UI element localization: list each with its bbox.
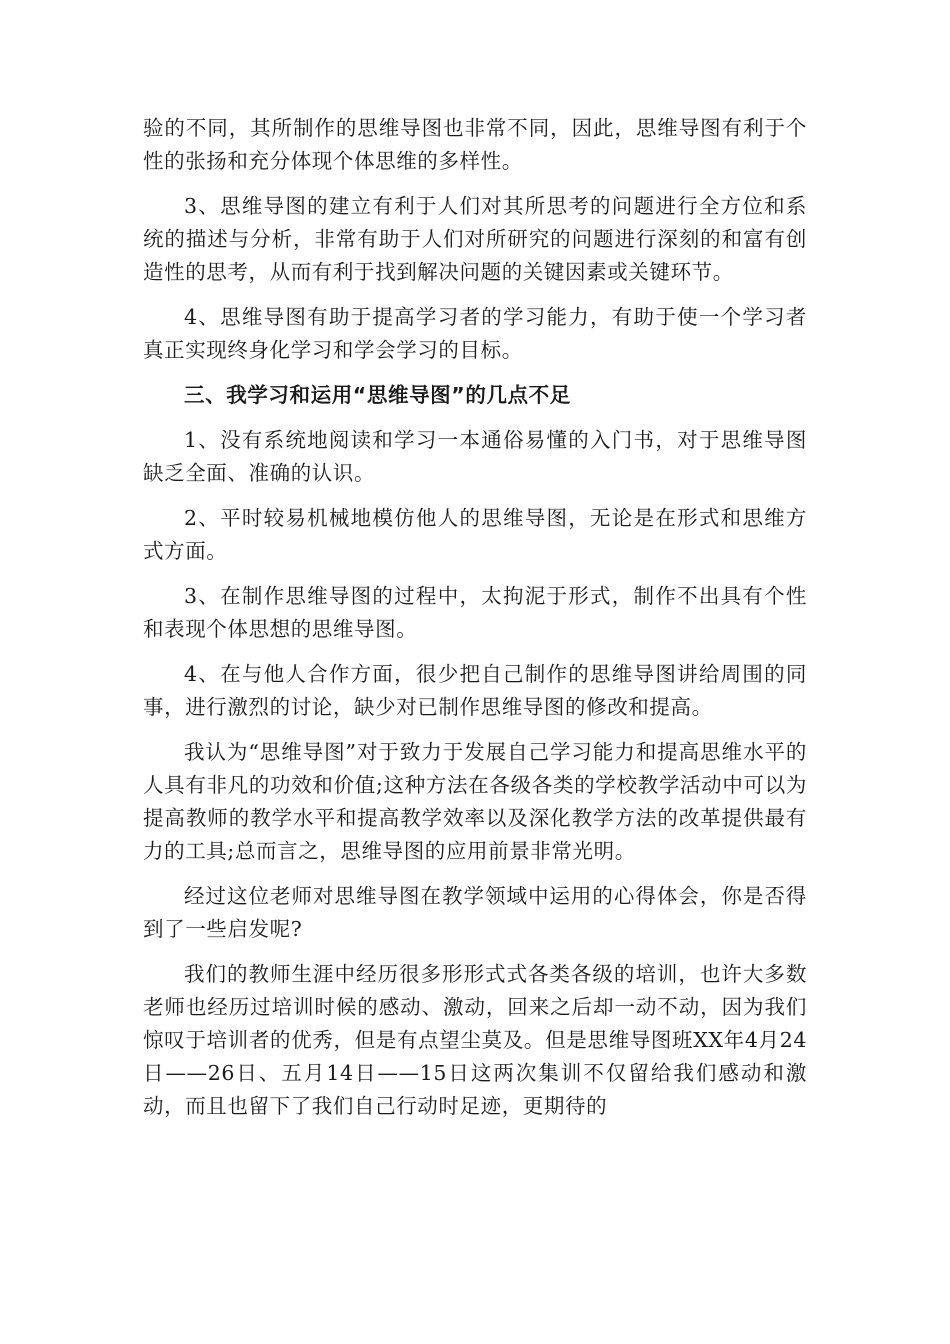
paragraph-training: 我们的教师生涯中经历很多形形式式各类各级的培训，也许大多数老师也经历过培训时候的感动、激动，回来之后却一动不动，因为我们惊叹于培训者的优秀，但是有点望尘莫及。但是思维导图班XX年4月24日——26日、五月14日——15日这两次集训不仅留给我们感动和激动，而且也留下了我们自己行动时足迹，更期待的 <box>143 962 807 1118</box>
document-page <box>143 112 807 1135</box>
paragraph-shortcoming-4: 4、在与他人合作方面，很少把自己制作的思维导图讲给周围的同事，进行激烈的讨论，缺少对已制作思维导图的修改和提高。 <box>143 662 807 719</box>
paragraph-shortcoming-3: 3、在制作思维导图的过程中，太拘泥于形式，制作不出具有个性和表现个体思想的思维导图。 <box>143 584 807 641</box>
paragraph-question: 经过这位老师对思维导图在教学领域中运用的心得体会，你是否得到了一些启发呢? <box>143 884 807 941</box>
paragraph-shortcoming-2: 2、平时较易机械地模仿他人的思维导图，无论是在形式和思维方式方面。 <box>143 506 807 563</box>
section-heading: 三、我学习和运用“思维导图”的几点不足 <box>184 383 571 407</box>
paragraph-point-4: 4、思维导图有助于提高学习者的学习能力，有助于使一个学习者真正实现终身化学习和学会学习的目标。 <box>143 305 807 362</box>
paragraph-conclusion: 我认为“思维导图”对于致力于发展自己学习能力和提高思维水平的人具有非凡的功效和价值;这种方法在各级各类的学校教学活动中可以为提高教师的教学水平和提高教学效率以及深化教学方法的改革提供最有力的工具;总而言之，思维导图的应用前景非常光明。 <box>143 740 807 863</box>
paragraph-continuation: 验的不同，其所制作的思维导图也非常不同，因此，思维导图有利于个性的张扬和充分体现个体思维的多样性。 <box>143 116 807 173</box>
paragraph-shortcoming-1: 1、没有系统地阅读和学习一本通俗易懂的入门书，对于思维导图缺乏全面、准确的认识。 <box>143 428 807 485</box>
paragraph-point-3: 3、思维导图的建立有利于人们对其所思考的问题进行全方位和系统的描述与分析，非常有助于人们对所研究的问题进行深刻的和富有创造性的思考，从而有利于找到解决问题的关键因素或关键环节。 <box>143 194 807 284</box>
